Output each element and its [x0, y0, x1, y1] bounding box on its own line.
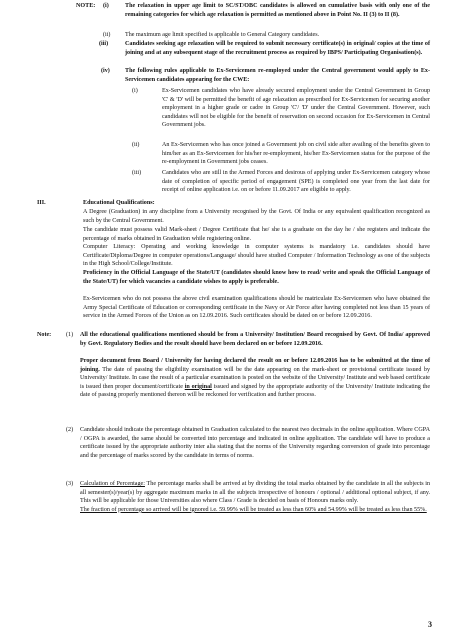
note2-1-bold-lead: Proper document from Board / University for having declared the result on or before 12.09.2016 has to be submitted at the time of joining. — [80, 358, 430, 373]
note2-3-number: (3) — [66, 481, 74, 487]
computer-literacy-paragraph: Computer Literacy: Operating and working knowledge in computer systems is mandatory i.e. candidates should have Certificate/Diploma/Degree in computer operations/Language/ should have studied Computer / Information Technology as one of the subjects in the High School/College/Institute. — [83, 244, 430, 268]
note2-3-last: The fraction of percentage so arrived will be ignored i.e. 59.99% will be treated as less than 60% and 54.99% will be treated as less than 55%. — [80, 506, 427, 513]
sub-ii-number: (ii) — [132, 142, 140, 148]
note-ii-number: (ii) — [103, 32, 111, 38]
section-heading: Educational Qualifications: — [83, 200, 155, 206]
note2-label: Note: — [37, 332, 52, 338]
note2-1-number: (1) — [66, 332, 74, 338]
note2-1-text-b: issued and signed by the appropriate authority of the University/ Institute indicating the date of passing properly mentioned thereon will be reckoned for verification and further process. — [80, 383, 431, 399]
sub-i-text: Ex-Servicemen candidates who have already secured employment under the Central Government in Group 'C' & 'D' will be permitted the benefit of age relaxation as prescribed for Ex-Servicemen for securing another employment in a higher grade or cadre in Group 'C'/ 'D' under the Central Government. However, such candidates will not be eligible for the benefit of reservation on second occasion for Ex-Servicemen in Central Government jobs. — [162, 88, 430, 129]
sub-iii-number: (iii) — [132, 170, 142, 176]
note-i-text: The relaxation in upper age limit to SC/ST/OBC candidates is allowed on cumulative basis with only one of the remaining categories for which age relaxation is permitted as mentioned above in Point No. II (3) to II (8). — [125, 3, 430, 18]
note2-1-text-a: The date of passing the eligibility examination will be the date appearing on the mark-sheet or provisional certificate issued by University/ Institute. In case the result of a particular examination is posted on the website of the University/ Institute and web based certificate is issued then proper document/certificate — [80, 366, 430, 390]
note2-1-underlined: in original — [184, 383, 212, 390]
note2-3-heading: Calculation of Percentage: — [80, 481, 145, 487]
note-ii-text: The maximum age limit specified is applicable to General Category candidates. — [125, 32, 320, 38]
note2-3-paragraph — [80, 480, 430, 514]
note-label: NOTE: — [76, 3, 96, 9]
page-number: 3 — [428, 620, 432, 629]
note2-1-bold-text: All the educational qualifications mentioned should be from a University/ Institution/ Board recognised by Govt. Of India/ approved by Govt. Regulatory Bodies and the result should have been declared on or before 12.09.2016. — [80, 332, 430, 347]
sub-i-number: (i) — [132, 88, 138, 94]
section-number: III. — [37, 200, 46, 206]
qualification-marksheet-paragraph: The candidate must possess valid Mark-sheet / Degree Certificate that he/ she is a graduate on the day he / she registers and indicate the percentage of marks obtained in Graduation while registering online. — [83, 227, 430, 242]
sub-ii-text: An Ex-Servicemen who has once joined a Government job on civil side after availing of the benefits given to him/her as an Ex-Servicemen for his/her re-employment, his/her Ex-Servicemen status for the purpose of the re-employment in Government jobs ceases. — [162, 142, 430, 166]
qualification-degree-paragraph: A Degree (Graduation) in any discipline from a University recognised by the Govt. Of India or any equivalent qualification recognized as such by the Central Government. — [83, 209, 430, 224]
note2-3-text: The percentage marks shall be arrived at by dividing the total marks obtained by the candidate in all the subjects in all semester(s)/year(s) by aggregate maximum marks in all the subjects irrespective of honours / optional / additional optional subject, if any. This will be applicable for those Universities also where Class / Grade is decided on basis of Honours marks only. — [80, 481, 430, 505]
sub-iii-text: Candidates who are still in the Armed Forces and desirous of applying under Ex-Servicemen category whose date of completion of specific period of engagement (SPE) is completed one year from the last date for receipt of online application i.e. on or before 11.09.2017 are eligible to apply. — [162, 170, 430, 194]
official-language-paragraph: Proficiency in the Official Language of the State/UT (candidates should know how to read/ write and speak the Official Language of the State/UT) for which vacancies a candidate wishes to apply is preferable. — [83, 270, 430, 285]
note-iv-text: The following rules applicable to Ex-Servicemen re-employed under the Central government would apply to Ex-Servicemen candidates appearing for the CWE: — [125, 68, 430, 83]
note-iv-number: (iv) — [101, 68, 110, 74]
note-iii-text: Candidates seeking age relaxation will be required to submit necessary certificate(s) in original/ copies at the time of joining and at any subsequent stage of the recruitment process as required by IBPS/ Participating Organisation(s). — [125, 41, 430, 56]
ex-servicemen-paragraph: Ex-Servicemen who do not possess the above civil examination qualifications should be matriculate Ex-Servicemen who have obtained the Army Special Certificate of Education or corresponding certificate in the Navy or Air Force after having completed not less than 15 years of service in the Armed Forces of the Union as on 12.09.2016. Such certificates should be dated on or before 12.09.2016. — [83, 296, 430, 320]
note2-1-paragraph — [80, 357, 430, 400]
note-i-number: (i) — [103, 3, 109, 9]
note2-2-number: (2) — [66, 427, 74, 433]
note2-2-text: Candidate should indicate the percentage obtained in Graduation calculated to the nearest two decimals in the online application. Where CGPA / OGPA is awarded, the same should be converted into percentage and indicated in online application. The candidate will have to produce a certificate issued by the appropriate authority inter alia stating that the norms of the University regarding conversion of grade into percentage and the percentage of marks scored by the candidate in terms of norms. — [80, 427, 430, 459]
note-iii-number: (iii) — [99, 41, 109, 47]
